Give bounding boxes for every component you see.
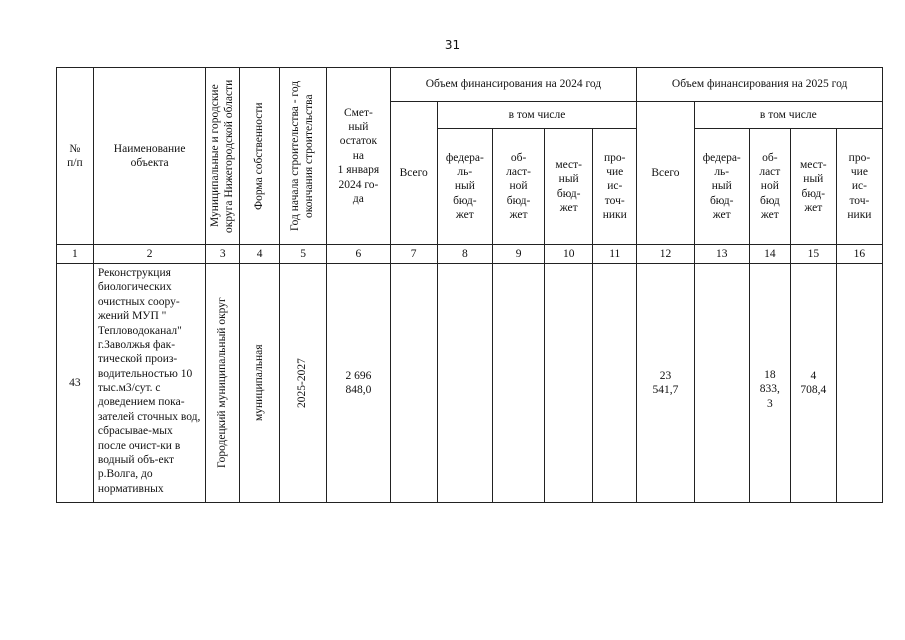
header-including-2024: в том числе — [437, 102, 637, 129]
header-municipality — [206, 68, 240, 245]
federal-2025 — [694, 264, 749, 503]
total-2024 — [390, 264, 437, 503]
header-local-2024: мест- ный бюд- жет — [545, 129, 593, 245]
header-estimate: Смет- ный остаток на 1 января 2024 го- да — [327, 68, 390, 245]
column-number: 6 — [327, 245, 390, 264]
column-number: 9 — [492, 245, 544, 264]
column-number: 2 — [93, 245, 206, 264]
column-number-row — [57, 245, 883, 264]
row-number: 43 — [57, 264, 94, 503]
column-number: 4 — [240, 245, 280, 264]
column-number: 15 — [790, 245, 836, 264]
column-number: 1 — [57, 245, 94, 264]
table-row — [57, 264, 883, 503]
object-name: Реконструкция биологических очистных соору-жений МУП " Тепловодоканал" г.Заволжья фак-тической произ-водительностью 10 тыс.м3/сут. с доведением пока-зателей сточных вод, сбрасывае-мых после очист-ки в водный объ-ект р.Волга, до нормативных — [93, 264, 206, 503]
header-years-text: Год начала строительства - год окончания строительства — [289, 80, 316, 232]
header-other-2025: про- чие ис- точ- ники — [836, 129, 882, 245]
header-total-2024: Всего — [390, 102, 437, 245]
column-number: 10 — [545, 245, 593, 264]
years-cell — [280, 264, 327, 503]
column-number: 16 — [836, 245, 882, 264]
header-local-2025: мест- ный бюд- жет — [790, 129, 836, 245]
header-regional-2025: об- ласт ной бюд жет — [749, 129, 790, 245]
header-fin-2025: Объем финансирования на 2025 год — [637, 68, 883, 102]
local-2025: 4 708,4 — [790, 264, 836, 503]
municipality-cell — [206, 264, 240, 503]
other-2025 — [836, 264, 882, 503]
ownership-cell — [240, 264, 280, 503]
header-num: № п/п — [57, 68, 94, 245]
column-number: 3 — [206, 245, 240, 264]
federal-2024 — [437, 264, 492, 503]
header-total-2025: Всего — [637, 102, 694, 245]
total-2025: 23 541,7 — [637, 264, 694, 503]
page-number: 31 — [444, 38, 461, 52]
header-regional-2024: об- ласт- ной бюд- жет — [492, 129, 544, 245]
years-text: 2025-2027 — [296, 358, 309, 408]
ownership-text: муниципальная — [252, 344, 265, 422]
header-federal-2024: федера- ль- ный бюд- жет — [437, 129, 492, 245]
header-years — [280, 68, 327, 245]
header-row-1 — [57, 68, 883, 102]
local-2024 — [545, 264, 593, 503]
other-2024 — [593, 264, 637, 503]
header-object-name: Наименование объекта — [93, 68, 206, 245]
header-ownership-text: Форма собственности — [252, 102, 265, 210]
column-number: 14 — [749, 245, 790, 264]
regional-2024 — [492, 264, 544, 503]
header-municipality-text: Муниципальные и городские округа Нижегородской области — [209, 79, 235, 233]
column-number: 7 — [390, 245, 437, 264]
header-other-2024: про- чие ис- точ- ники — [593, 129, 637, 245]
financing-table — [56, 67, 883, 503]
column-number: 12 — [637, 245, 694, 264]
column-number: 8 — [437, 245, 492, 264]
header-ownership — [240, 68, 280, 245]
header-fin-2024: Объем финансирования на 2024 год — [390, 68, 637, 102]
column-number: 5 — [280, 245, 327, 264]
header-federal-2025: федера- ль- ный бюд- жет — [694, 129, 749, 245]
header-including-2025: в том числе — [694, 102, 882, 129]
column-number: 11 — [593, 245, 637, 264]
municipality-text: Городецкий муниципальный округ — [215, 297, 228, 469]
estimate-value: 2 696 848,0 — [327, 264, 390, 503]
column-number: 13 — [694, 245, 749, 264]
regional-2025: 18 833, 3 — [749, 264, 790, 503]
